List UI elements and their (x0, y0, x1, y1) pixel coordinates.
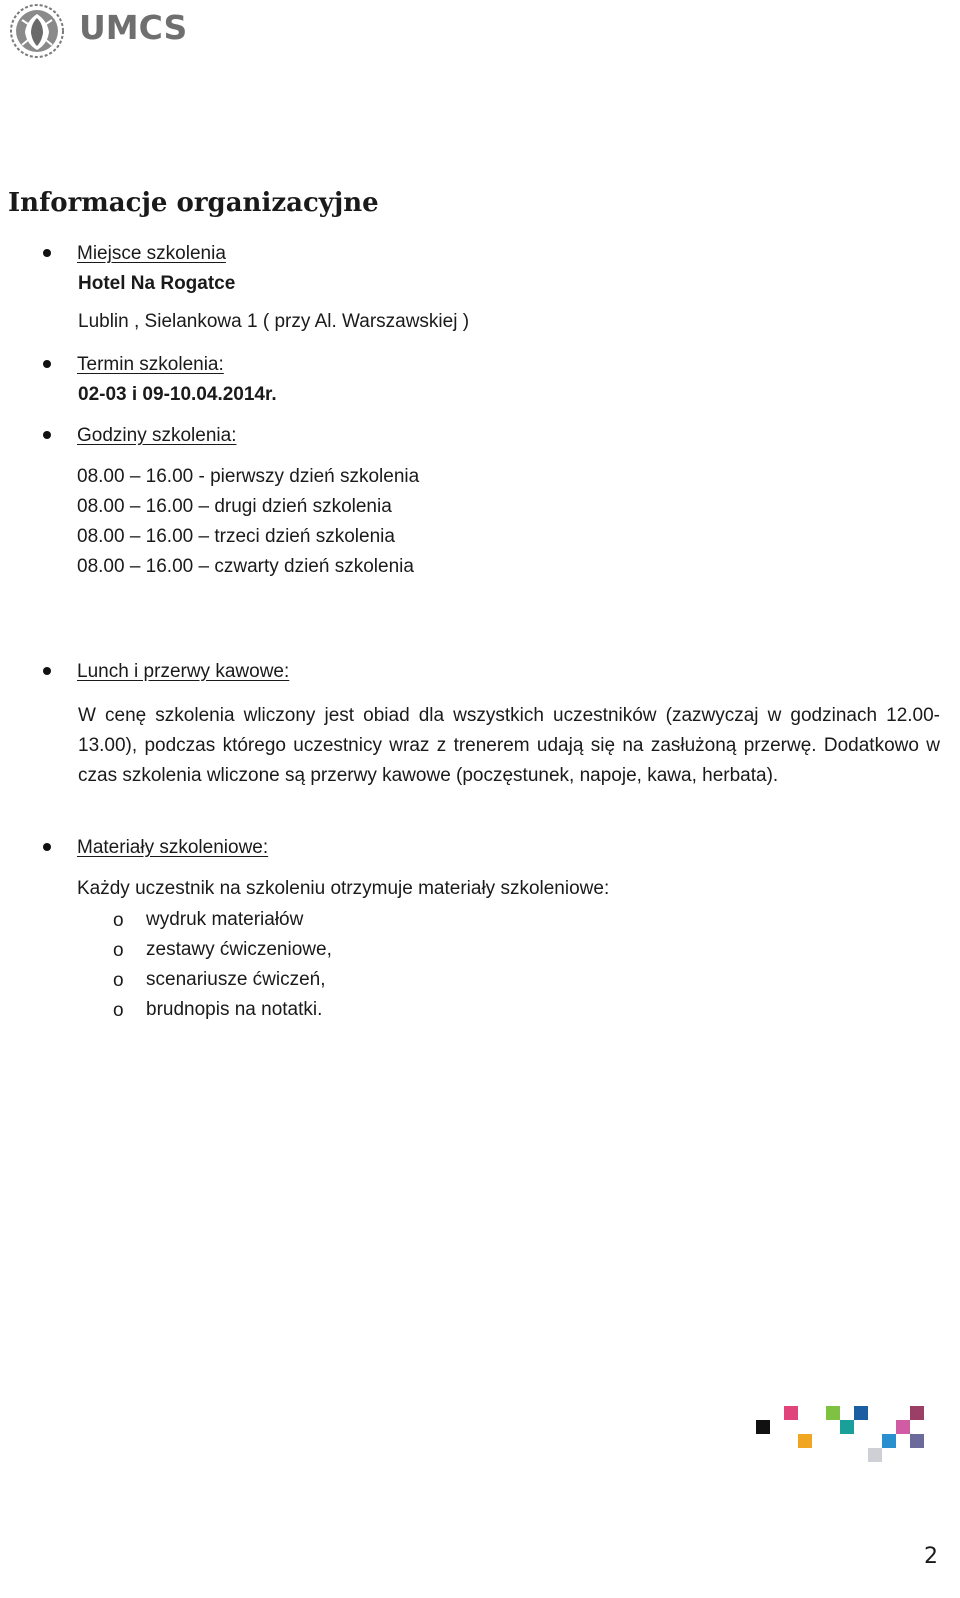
place-label: Miejsce szkolenia (77, 243, 226, 264)
materials-item: zestawy ćwiczeniowe, (146, 939, 332, 960)
deco-square (910, 1434, 924, 1448)
bullet-icon (43, 360, 51, 368)
hours-line: 08.00 – 16.00 – czwarty dzień szkolenia (77, 556, 414, 577)
materials-item: scenariusze ćwiczeń, (146, 969, 326, 990)
materials-item: brudnopis na notatki. (146, 999, 323, 1020)
bullet-icon (43, 667, 51, 675)
deco-square (882, 1434, 896, 1448)
materials-intro: Każdy uczestnik na szkoleniu otrzymuje materiały szkoleniowe: (77, 878, 610, 899)
deco-square (784, 1406, 798, 1420)
list-marker: o (113, 1000, 124, 1021)
list-marker: o (113, 970, 124, 991)
umcs-logo (4, 2, 188, 60)
hotel-address: Lublin , Sielankowa 1 ( przy Al. Warszawskiej ) (78, 311, 470, 332)
page-number: 2 (924, 1544, 938, 1569)
list-marker: o (113, 940, 124, 961)
lunch-label: Lunch i przerwy kawowe: (77, 661, 290, 682)
bullet-icon (43, 431, 51, 439)
deco-square (896, 1420, 910, 1434)
hours-line: 08.00 – 16.00 - pierwszy dzień szkolenia (77, 466, 420, 487)
term-dates: 02-03 i 09-10.04.2014r. (78, 384, 277, 405)
deco-square (756, 1420, 770, 1434)
deco-square (910, 1406, 924, 1420)
hours-line: 08.00 – 16.00 – drugi dzień szkolenia (77, 496, 392, 517)
materials-item: wydruk materiałów (146, 909, 304, 930)
page-title: Informacje organizacyjne (8, 188, 379, 218)
logo-text: UMCS (79, 8, 188, 47)
deco-square (826, 1406, 840, 1420)
bullet-icon (43, 843, 51, 851)
deco-square (798, 1434, 812, 1448)
deco-square (868, 1448, 882, 1462)
materials-label: Materiały szkoleniowe: (77, 837, 269, 858)
eagle-crest-icon (4, 2, 70, 60)
hotel-name: Hotel Na Rogatce (78, 273, 236, 294)
hours-label: Godziny szkolenia: (77, 425, 237, 446)
deco-square (854, 1406, 868, 1420)
bullet-icon (43, 249, 51, 257)
deco-square (840, 1420, 854, 1434)
list-marker: o (113, 910, 124, 931)
hours-line: 08.00 – 16.00 – trzeci dzień szkolenia (77, 526, 395, 547)
lunch-paragraph: W cenę szkolenia wliczony jest obiad dla wszystkich uczestników (zazwyczaj w godzinach 12.00-13.00), podczas którego uczestnicy wraz z trenerem udają się na zasłużoną przerwę. Dodatkowo w czas szkolenia wliczone są przerwy kawowe (poczęstunek, napoje, kawa, herbata). (78, 705, 940, 787)
term-label: Termin szkolenia: (77, 354, 224, 375)
